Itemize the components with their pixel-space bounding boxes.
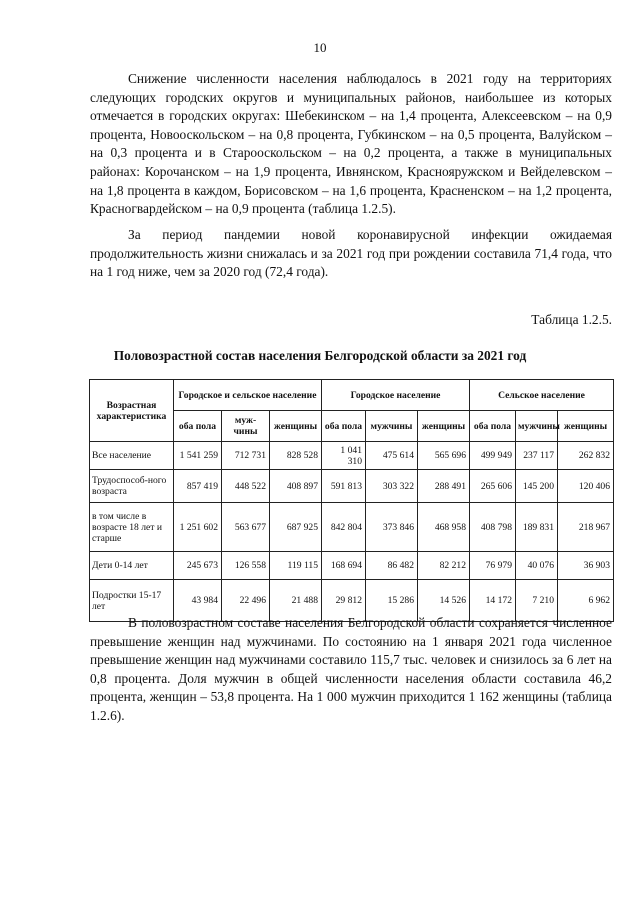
table-cell: 43 984 [174, 580, 222, 622]
table-cell: 22 496 [222, 580, 270, 622]
table-cell: 408 897 [270, 470, 322, 503]
table-cell: 40 076 [516, 552, 558, 580]
table-cell: 448 522 [222, 470, 270, 503]
subheader-cell: оба пола [174, 411, 222, 442]
table-row [90, 503, 614, 552]
table-row [90, 552, 614, 580]
table-cell: 82 212 [418, 552, 470, 580]
paragraph-population-decline [90, 70, 612, 219]
table-cell: 265 606 [470, 470, 516, 503]
population-table [89, 379, 614, 622]
subheader-cell: оба пола [322, 411, 366, 442]
table-cell: 563 677 [222, 503, 270, 552]
table-cell: 288 491 [418, 470, 470, 503]
table-cell: 842 804 [322, 503, 366, 552]
table-cell: 591 813 [322, 470, 366, 503]
table-cell: 499 949 [470, 442, 516, 470]
table-cell: 14 526 [418, 580, 470, 622]
table-cell: 373 846 [366, 503, 418, 552]
subheader-cell: женщины [270, 411, 322, 442]
table-cell: 245 673 [174, 552, 222, 580]
subheader-cell: оба пола [470, 411, 516, 442]
table-cell: 119 115 [270, 552, 322, 580]
table-cell: 1 541 259 [174, 442, 222, 470]
row-label: Дети 0-14 лет [90, 552, 174, 580]
paragraph-life-expectancy [90, 226, 612, 282]
table-cell: 21 488 [270, 580, 322, 622]
subheader-cell: муж-чины [222, 411, 270, 442]
table-cell: 857 419 [174, 470, 222, 503]
header-group-rural: Сельское население [470, 380, 614, 411]
table-cell: 712 731 [222, 442, 270, 470]
paragraph-gender-composition [90, 614, 612, 726]
subheader-cell: женщины [558, 411, 614, 442]
table-cell: 1 251 602 [174, 503, 222, 552]
table-cell: 1 041 310 [322, 442, 366, 470]
table-cell: 168 694 [322, 552, 366, 580]
table-cell: 120 406 [558, 470, 614, 503]
table-cell: 468 958 [418, 503, 470, 552]
table-header-row [90, 380, 614, 411]
row-label: Трудоспособ-ного возраста [90, 470, 174, 503]
table-cell: 6 962 [558, 580, 614, 622]
table-cell: 262 832 [558, 442, 614, 470]
table-title: Половозрастной состав населения Белгородской области за 2021 год [113, 348, 527, 363]
table-cell: 86 482 [366, 552, 418, 580]
row-label: Подростки 15-17 лет [90, 580, 174, 622]
table-cell: 687 925 [270, 503, 322, 552]
subheader-cell: мужчины [366, 411, 418, 442]
paragraph-text: В половозрастном составе населения Белгородской области сохраняется численное превышение женщин над мужчинами. По состоянию на 1 января 2021 года численное превышение женщин над мужчинами составило 115,7 тыс. человек и снизилось за 6 лет на 0,8 процента. Доля мужчин в общей численности населения области составила 46,2 процента, женщин – 53,8 процента. На 1 000 мужчин приходится 1 162 женщины (таблица 1.2.6). [90, 615, 612, 723]
header-age-characteristic: Возрастная характеристика [90, 380, 174, 442]
table-row [90, 442, 614, 470]
table-row [90, 470, 614, 503]
header-group-urban: Городское население [322, 380, 470, 411]
row-label: в том числе в возрасте 18 лет и старше [90, 503, 174, 552]
table-cell: 828 528 [270, 442, 322, 470]
table-cell: 7 210 [516, 580, 558, 622]
table-cell: 36 903 [558, 552, 614, 580]
header-group-total: Городское и сельское население [174, 380, 322, 411]
table-cell: 408 798 [470, 503, 516, 552]
table-cell: 14 172 [470, 580, 516, 622]
paragraph-text: Снижение численности населения наблюдалось в 2021 году на территориях следующих городских округов и муниципальных районов, наибольшее из которых отмечается в городских округах: Шебекинском – на 1,4 процента, Алексеевском – на 0,9 процента, Новооскольском – на 0,8 процента, Губкинском – на 0,5 процента, Валуйском – на 0,3 процента и в Старооскольском – на 0,2 процента, а также в муниципальных районах: Корочанском – на 1,9 процента, Ивнянском, Краснояружском и Вейделевском – на 1,8 процента в каждом, Борисовском – на 1,6 процента, Красненском – на 1,2 процента, Красногвардейском – на 0,9 процента (таблица 1.2.5). [90, 71, 612, 217]
subheader-cell: женщины [418, 411, 470, 442]
table-cell: 29 812 [322, 580, 366, 622]
table-cell: 15 286 [366, 580, 418, 622]
table-cell: 189 831 [516, 503, 558, 552]
table-cell: 303 322 [366, 470, 418, 503]
table-number: Таблица 1.2.5. [531, 312, 612, 327]
table-cell: 565 696 [418, 442, 470, 470]
table-cell: 76 979 [470, 552, 516, 580]
row-label: Все население [90, 442, 174, 470]
table-cell: 145 200 [516, 470, 558, 503]
page-number: 10 [313, 40, 327, 55]
table-cell: 237 117 [516, 442, 558, 470]
paragraph-text: За период пандемии новой коронавирусной инфекции ожидаемая продолжительность жизни снижалась и за 2021 год при рождении составила 71,4 года, что на 1 год ниже, чем за 2020 год (72,4 года). [90, 227, 612, 280]
table-cell: 126 558 [222, 552, 270, 580]
table-cell: 218 967 [558, 503, 614, 552]
subheader-cell: мужчины [516, 411, 558, 442]
table-cell: 475 614 [366, 442, 418, 470]
